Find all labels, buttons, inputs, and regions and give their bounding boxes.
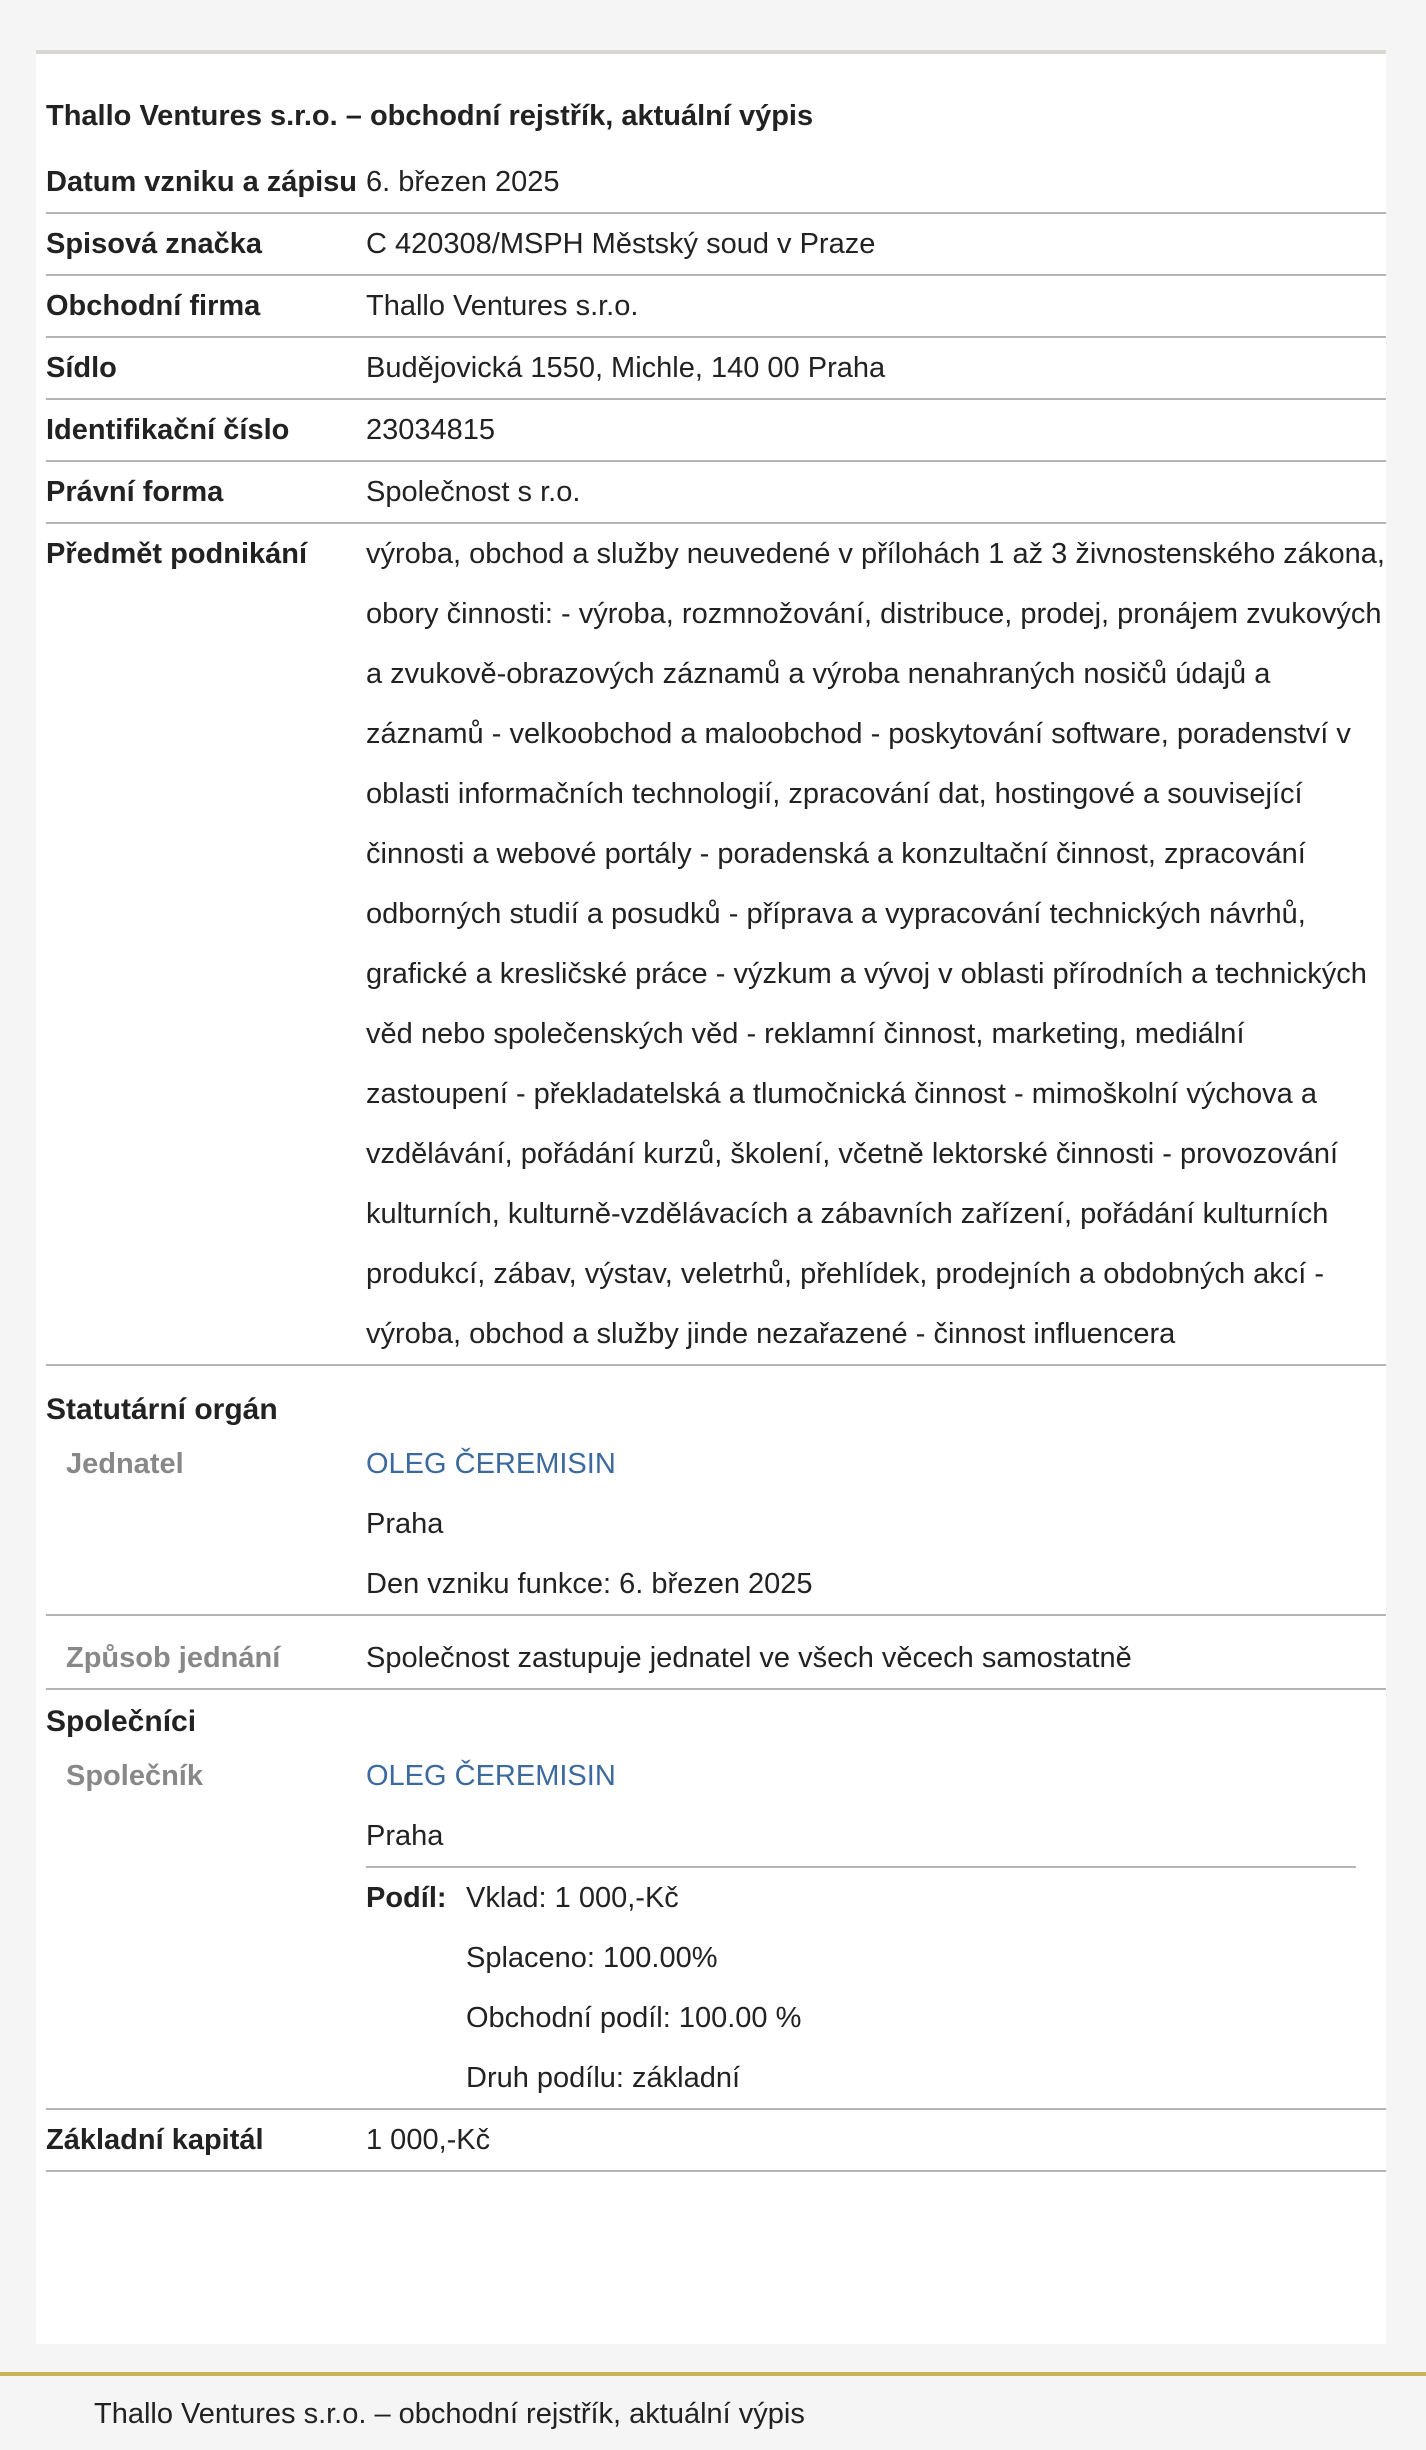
- podil-label: Podíl:: [366, 1882, 447, 1914]
- label-pravni-forma: Právní forma: [46, 476, 224, 508]
- jednatel-city: Praha: [366, 1508, 444, 1540]
- jednatel-name-link[interactable]: OLEG ČEREMISIN: [366, 1448, 616, 1480]
- label-zpusob-jednani: Způsob jednání: [66, 1642, 281, 1674]
- label-identifikacni-cislo: Identifikační číslo: [46, 414, 290, 446]
- row-pravni-forma: [46, 462, 1386, 524]
- spolecnik-details: [366, 1746, 1386, 2108]
- value-identifikacni-cislo: 23034815: [366, 414, 496, 446]
- spolecnik-name-link[interactable]: OLEG ČEREMISIN: [366, 1760, 616, 1792]
- section-spolecnici: Společníci: [46, 1705, 197, 1738]
- row-zakladni-kapital: [46, 2110, 1386, 2172]
- share-block: [366, 1866, 1356, 2108]
- row-zpusob-jednani: [46, 1616, 1386, 1690]
- label-datum-vzniku: Datum vzniku a zápisu: [46, 166, 358, 198]
- value-obchodni-firma: Thallo Ventures s.r.o.: [366, 290, 639, 322]
- value-zpusob-jednani: Společnost zastupuje jednatel ve všech věcech samostatně: [366, 1642, 1132, 1674]
- page-title: Thallo Ventures s.r.o. – obchodní rejstřík, aktuální výpis: [46, 100, 814, 132]
- section-statutarni-organ: Statutární orgán: [46, 1393, 278, 1426]
- label-spisova-znacka: Spisová značka: [46, 228, 262, 260]
- value-predmet-podnikani: výroba, obchod a služby neuvedené v přílohách 1 až 3 živnostenského zákona, obory činnosti: - výroba, rozmnožování, distribuce, prodej, pronájem zvukových a zvukově-obrazových záznamů a výroba nenahraných nosičů údajů a záznamů - velkoobchod a maloobchod - poskytování software, poradenství v oblasti informačních technologií, zpracování dat, hostingové a související činnosti a webové portály - poradenská a konzultační činnost, zpracování odborných studií a posudků - příprava a vypracování technických návrhů, grafické a kresličské práce - výzkum a vývoj v oblasti přírodních a technických věd nebo společenských věd - reklamní činnost, marketing, mediální zastoupení - překladatelská a tlumočnická činnost - mimoškolní výchova a vzdělávání, pořádání kurzů, školení, včetně lektorské činnosti - provozování kulturních, kulturně-vzdělávacích a zábavních zařízení, pořádání kulturních produkcí, zábav, výstav, veletrhů, přehlídek, prodejních a obdobných akcí - výroba, obchod a služby jinde nezařazené - činnost influencera: [366, 538, 1385, 1350]
- label-spolecnik: Společník: [66, 1760, 203, 1792]
- value-zakladni-kapital: 1 000,-Kč: [366, 2124, 491, 2156]
- row-predmet-podnikani: [46, 524, 1386, 1366]
- label-zakladni-kapital: Základní kapitál: [46, 2124, 264, 2156]
- label-sidlo: Sídlo: [46, 352, 117, 384]
- label-predmet-podnikani: Předmět podnikání: [46, 538, 308, 570]
- share-druh: Druh podílu: základní: [466, 2062, 741, 2094]
- row-jednatel: [46, 1434, 1386, 1616]
- row-datum-vzniku: [46, 152, 1386, 214]
- share-splaceno: Splaceno: 100.00%: [466, 1942, 718, 1974]
- row-identifikacni-cislo: [46, 400, 1386, 462]
- row-spolecnik: [46, 1746, 1386, 2110]
- spolecnik-city: Praha: [366, 1820, 444, 1852]
- register-extract-card: [36, 50, 1386, 2344]
- share-obchodni-podil: Obchodní podíl: 100.00 %: [466, 2002, 802, 2034]
- jednatel-since: Den vzniku funkce: 6. březen 2025: [366, 1568, 813, 1600]
- register-extract: [46, 94, 1386, 2172]
- label-jednatel: Jednatel: [66, 1448, 184, 1480]
- footer-title: Thallo Ventures s.r.o. – obchodní rejstřík, aktuální výpis: [94, 2398, 805, 2430]
- jednatel-details: [366, 1434, 1386, 1614]
- share-vklad: Vklad: 1 000,-Kč: [466, 1882, 679, 1914]
- share-details: [466, 1868, 801, 2108]
- row-sidlo: [46, 338, 1386, 400]
- page-footer: [0, 2372, 1426, 2450]
- value-sidlo: Budějovická 1550, Michle, 140 00 Praha: [366, 352, 886, 384]
- value-spisova-znacka: C 420308/MSPH Městský soud v Praze: [366, 228, 876, 260]
- value-datum-vzniku: 6. březen 2025: [366, 166, 560, 198]
- value-pravni-forma: Společnost s r.o.: [366, 476, 581, 508]
- label-obchodni-firma: Obchodní firma: [46, 290, 261, 322]
- row-spisova-znacka: [46, 214, 1386, 276]
- row-obchodni-firma: [46, 276, 1386, 338]
